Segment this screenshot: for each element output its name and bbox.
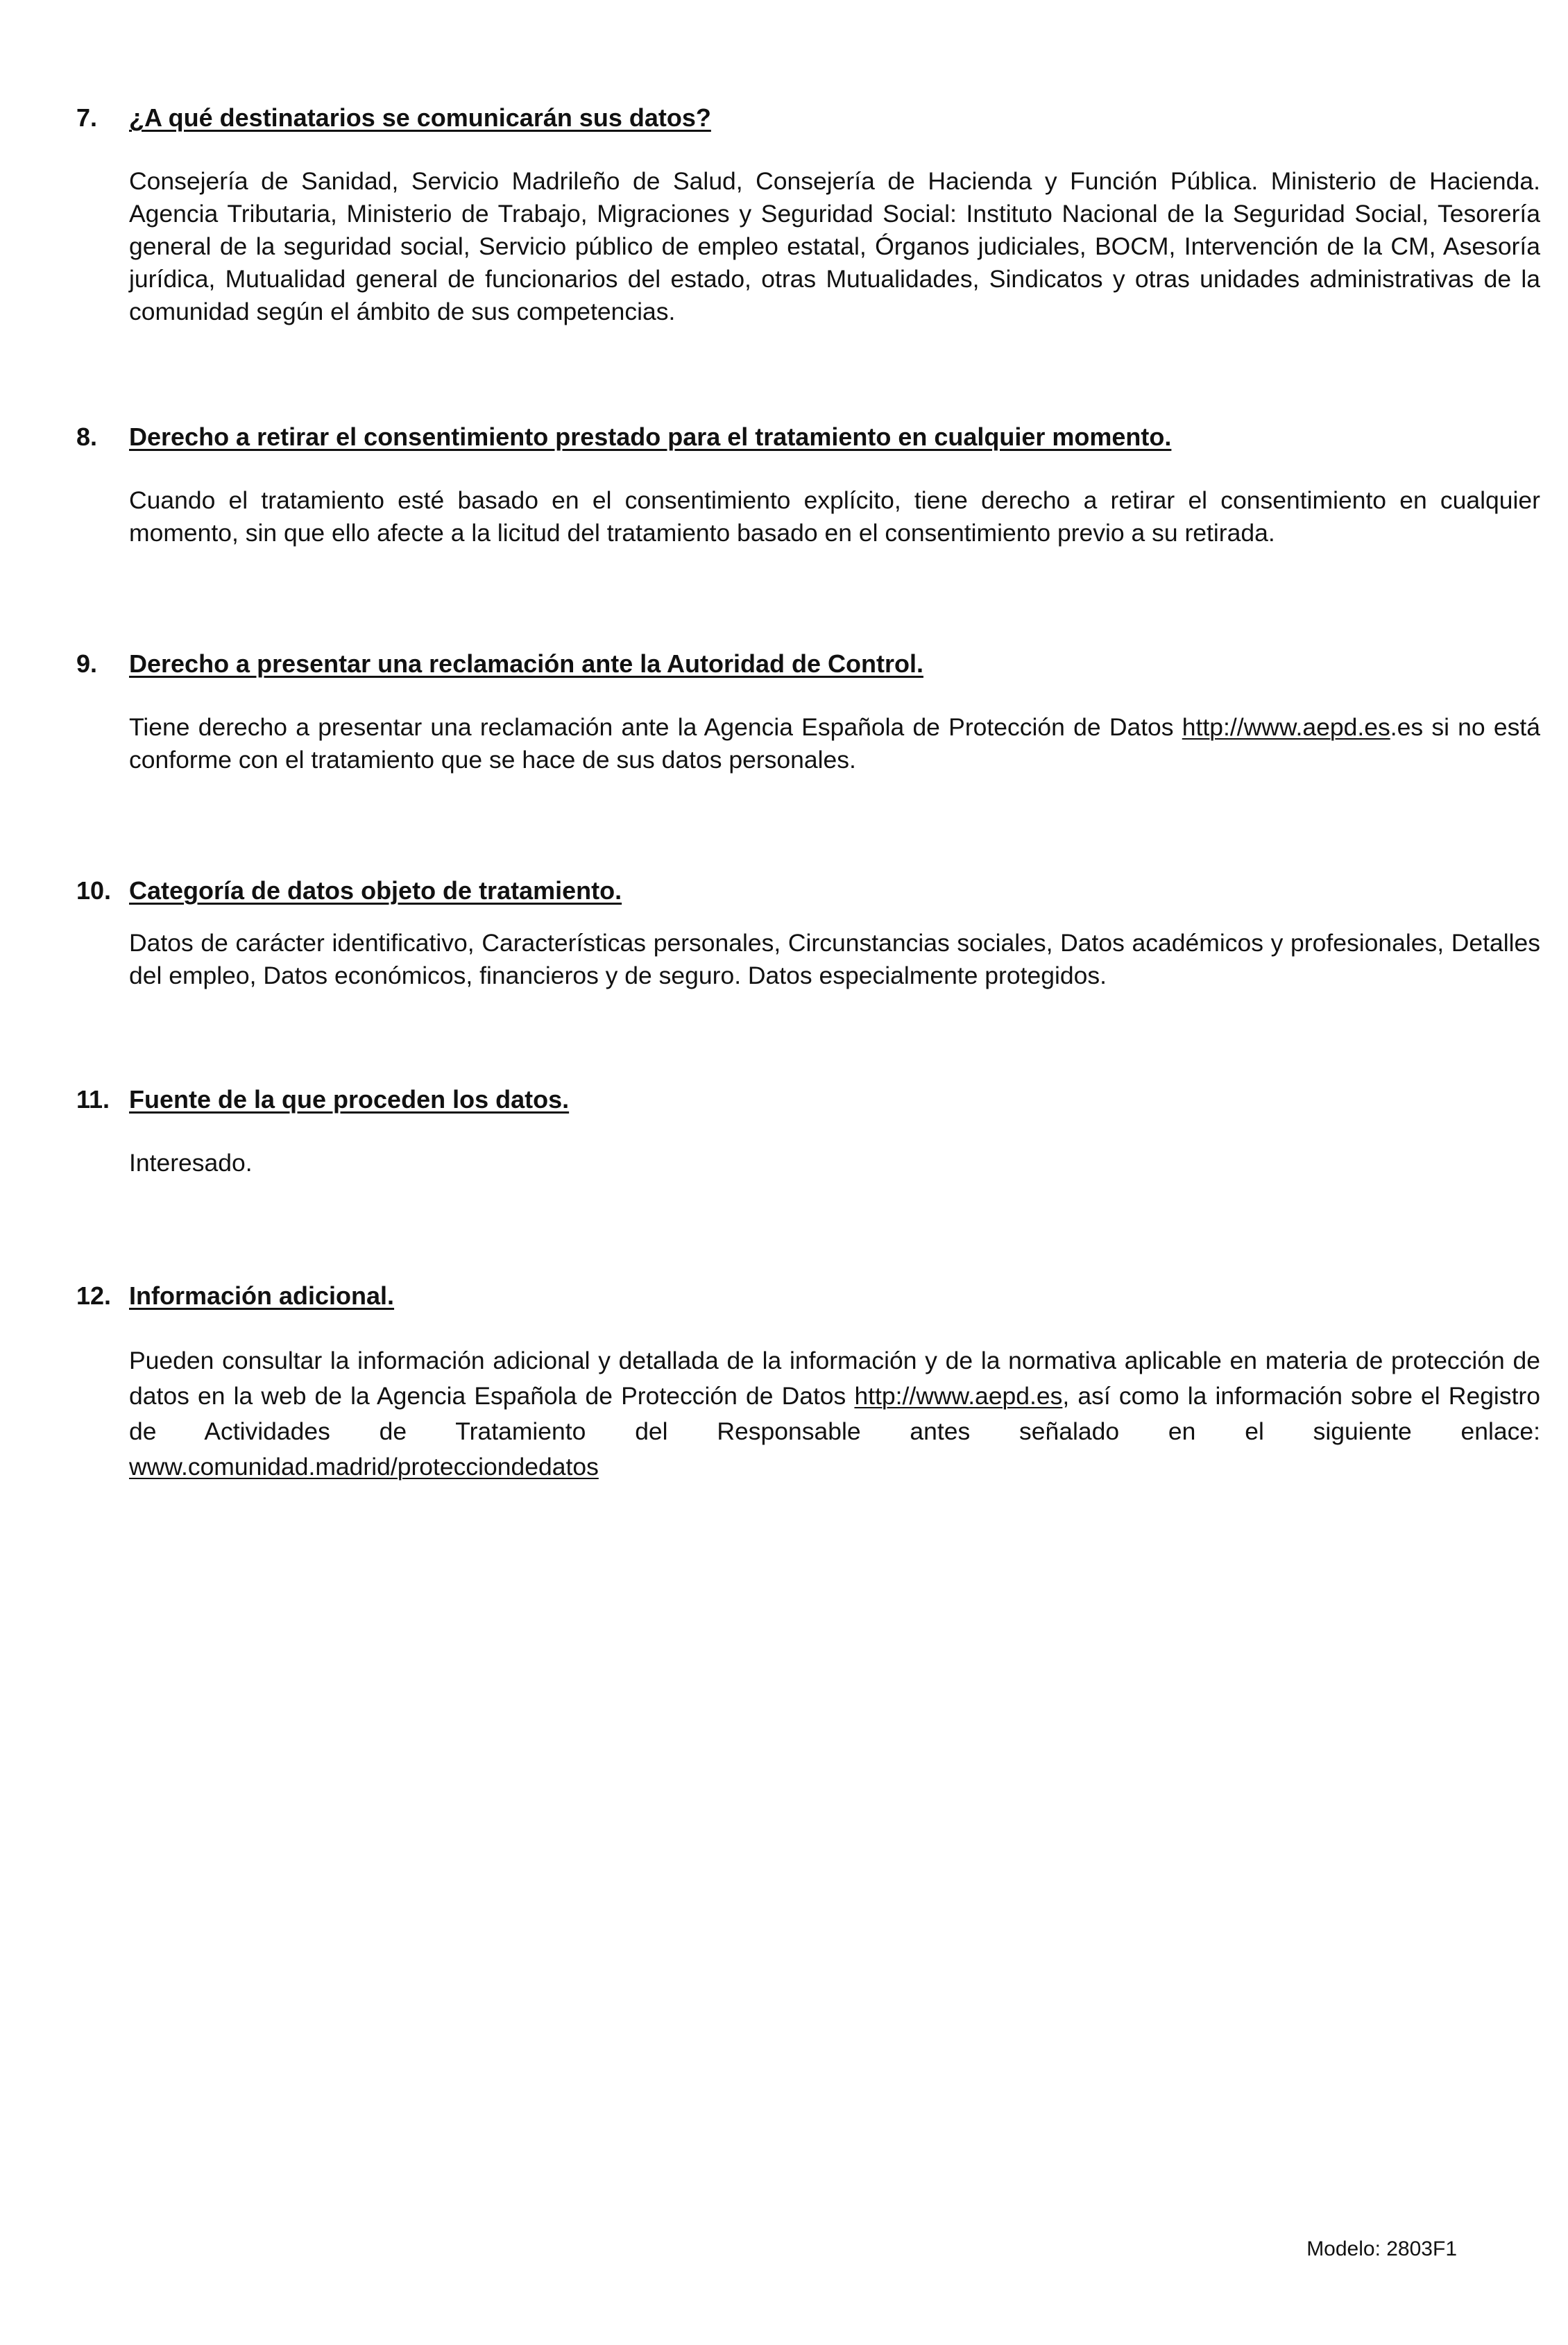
section-12-title: Información adicional.	[129, 1281, 395, 1310]
section-11-title: Fuente de la que proceden los datos.	[129, 1085, 570, 1114]
section-9-number: 9.	[76, 649, 98, 678]
section-11-number: 11.	[76, 1085, 110, 1114]
section-9-body	[129, 711, 1540, 776]
section-10-body: Datos de carácter identificativo, Características personales, Circunstancias sociales, Datos académicos y profesionales, Detalles del empleo, Datos económicos, financieros y de seguro. Datos especialmente protegidos.	[129, 929, 1540, 989]
section-8-body: Cuando el tratamiento esté basado en el consentimiento explícito, tiene derecho a retirar el consentimiento en cualquier momento, sin que ello afecte a la licitud del tratamiento basado en el consentimiento previo a su retirada.	[129, 486, 1540, 547]
section-12-heading	[76, 1281, 1540, 1315]
section-11	[76, 1084, 1540, 1179]
section-12-body-text-middle: , así como la información sobre el Registro de Actividades de Tratamiento del Responsable antes señalado en el siguiente enlace:	[129, 1382, 1540, 1445]
aepd-link-2[interactable]: http://www.aepd.es	[854, 1382, 1063, 1410]
section-12-number: 12.	[76, 1281, 112, 1310]
section-10-heading	[76, 876, 1540, 910]
section-12	[76, 1281, 1540, 1485]
section-7-body: Consejería de Sanidad, Servicio Madrileño de Salud, Consejería de Hacienda y Función Pública. Ministerio de Hacienda. Agencia Tributaria, Ministerio de Trabajo, Migraciones y Seguridad Social: Instituto Nacional de la Seguridad Social, Tesorería general de la seguridad social, Servicio público de empleo estatal, Órganos judiciales, BOCM, Intervención de la CM, Asesoría jurídica, Mutualidad general de funcionarios del estado, otras Mutualidades, Sindicatos y otras unidades administrativas de la comunidad según el ámbito de sus competencias.	[129, 167, 1540, 325]
section-8-heading	[76, 422, 1540, 457]
section-10-title: Categoría de datos objeto de tratamiento.	[129, 876, 622, 905]
aepd-link[interactable]: http://www.aepd.es	[1182, 713, 1390, 741]
section-9	[76, 649, 1540, 776]
section-7-title: ¿A qué destinatarios se comunicarán sus datos?	[129, 103, 711, 132]
section-10	[76, 876, 1540, 992]
section-7-heading	[76, 103, 1540, 137]
model-code: Modelo: 2803F1	[1306, 2237, 1457, 2260]
section-7-number: 7.	[76, 103, 98, 132]
section-12-body-text: Pueden consultar la información adicional y detallada de la información y de la normativa aplicable en materia de protección de datos en la web de la Agencia Española de Protección de Datos	[129, 1347, 1540, 1410]
section-11-heading	[76, 1084, 1540, 1119]
section-11-body: Interesado.	[129, 1149, 253, 1177]
section-12-body	[129, 1343, 1540, 1485]
section-9-heading	[76, 649, 1540, 683]
section-7	[76, 103, 1540, 328]
section-9-body-text-end: .es si no está conforme con el tratamiento que se hace de sus datos personales.	[129, 713, 1540, 774]
section-9-title: Derecho a presentar una reclamación ante la Autoridad de Control.	[129, 649, 923, 678]
section-10-number: 10.	[76, 876, 112, 905]
comunidad-madrid-link[interactable]: www.comunidad.madrid/protecciondedatos	[129, 1453, 599, 1481]
section-8-number: 8.	[76, 423, 98, 451]
section-9-body-text: Tiene derecho a presentar una reclamación ante la Agencia Española de Protección de Datos	[129, 713, 1182, 741]
section-8-title: Derecho a retirar el consentimiento prestado para el tratamiento en cualquier momento.	[129, 423, 1172, 451]
section-8	[76, 422, 1540, 549]
